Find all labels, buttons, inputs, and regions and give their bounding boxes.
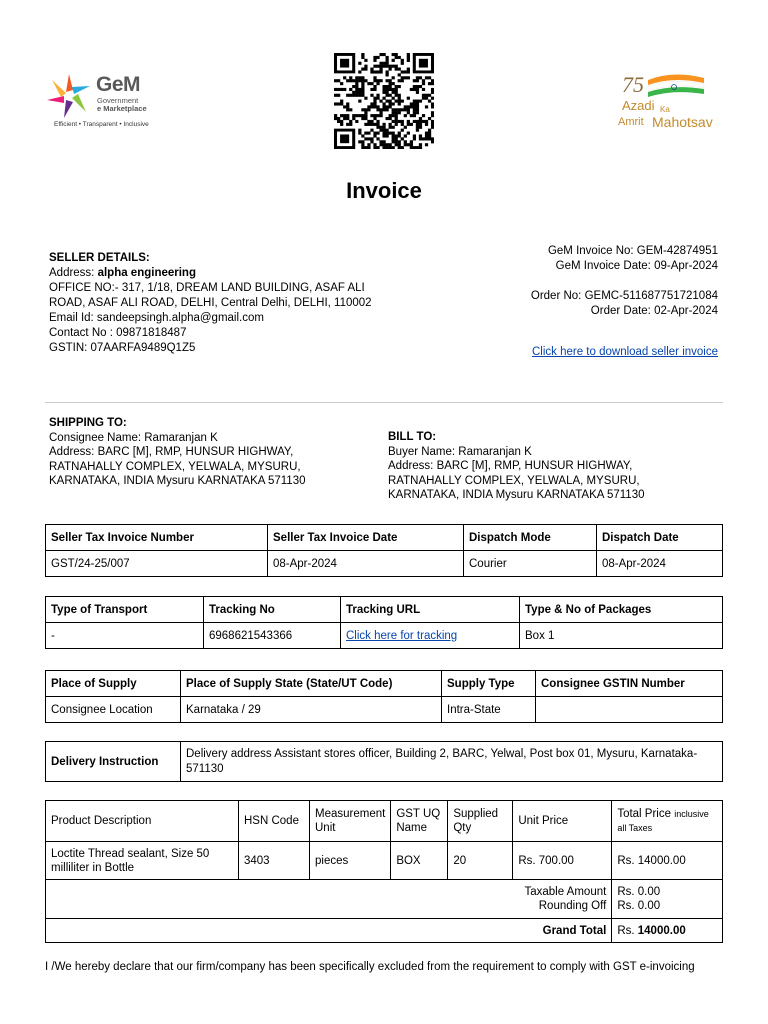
- gst-declaration: I /We hereby declare that our firm/company has been specifically excluded from the requirement to comply with GST e-invoicing: [45, 961, 695, 973]
- buyer-name: Buyer Name: Ramaranjan K: [388, 445, 532, 458]
- dispatch-table: [45, 524, 723, 577]
- gem-logo-sub1: Government: [97, 96, 139, 105]
- table-header: Dispatch Mode: [464, 525, 597, 551]
- seller-heading: SELLER DETAILS:: [49, 252, 150, 264]
- svg-text:Mahotsav: Mahotsav: [652, 114, 713, 130]
- table-header: Place of Supply State (State/UT Code): [181, 671, 442, 697]
- gem-logo-sub2: e Marketplace: [97, 104, 147, 113]
- table-header: Type of Transport: [46, 597, 204, 623]
- table-row: [46, 623, 723, 649]
- divider: [45, 402, 723, 403]
- summary-values: [612, 880, 723, 919]
- gem-invoice-date: GeM Invoice Date: 09-Apr-2024: [555, 260, 718, 272]
- table-cell: 08-Apr-2024: [268, 551, 464, 577]
- total-price: Rs. 14000.00: [612, 842, 723, 880]
- svg-text:Amrit: Amrit: [618, 116, 644, 128]
- table-header: Seller Tax Invoice Date: [268, 525, 464, 551]
- table-header: Unit Price: [513, 801, 612, 842]
- table-cell: GST/24-25/007: [46, 551, 268, 577]
- consignee-name: Consignee Name: Ramaranjan K: [49, 431, 218, 444]
- order-no: Order No: GEMC-511687751721084: [530, 290, 718, 302]
- billing-address: Address: BARC [M], RMP, HUNSUR HIGHWAY, RATNAHALLY COMPLEX, YELWALA, MYSURU, KARNATAKA, INDIA Mysuru KARNATAKA 571130: [388, 460, 645, 501]
- grand-total-value: 14000.00: [637, 924, 686, 937]
- seller-gstin: GSTIN: 07AARFA9489Q1Z5: [49, 342, 196, 354]
- taxable-amount-label: Taxable Amount: [524, 885, 607, 898]
- table-cell: Consignee Location: [46, 697, 181, 723]
- gem-logo-tagline: Efficient • Transparent • Inclusive: [54, 121, 149, 128]
- supply-table: [45, 670, 723, 723]
- seller-email: Email Id: sandeepsingh.alpha@gmail.com: [49, 312, 264, 324]
- gem-star-icon: [44, 72, 94, 120]
- table-header: Seller Tax Invoice Number: [46, 525, 268, 551]
- table-header-row: [46, 801, 723, 842]
- table-row: [46, 919, 723, 943]
- table-header: Tracking No: [204, 597, 341, 623]
- invoice-info: [531, 244, 718, 319]
- table-header-row: [46, 597, 723, 623]
- seller-name: alpha engineering: [97, 267, 196, 279]
- table-cell: Karnataka / 29: [181, 697, 442, 723]
- summary-labels: [46, 880, 612, 919]
- qr-code: [334, 53, 434, 149]
- product-table: [45, 800, 723, 943]
- delivery-instruction-label: Delivery Instruction: [46, 742, 181, 782]
- hsn-code: 3403: [239, 842, 310, 880]
- table-header: Consignee GSTIN Number: [536, 671, 723, 697]
- gem-invoice-no: GeM Invoice No: GEM-42874951: [547, 245, 718, 257]
- seller-address: OFFICE NO:- 317, 1/18, DREAM LAND BUILDING, ASAF ALI ROAD, ASAF ALI ROAD, DELHI, Central Delhi, DELHI, 110002: [49, 282, 372, 309]
- page-title: Invoice: [346, 178, 422, 203]
- table-header: Type & No of Packages: [520, 597, 723, 623]
- table-cell: Box 1: [520, 623, 723, 649]
- seller-address-label: Address:: [49, 267, 98, 279]
- table-header: Supply Type: [442, 671, 536, 697]
- table-row: [46, 842, 723, 880]
- table-row: [46, 551, 723, 577]
- supplied-qty: 20: [448, 842, 513, 880]
- table-row: [46, 880, 723, 919]
- table-header: Dispatch Date: [597, 525, 723, 551]
- download-seller-invoice-link[interactable]: Click here to download seller invoice: [531, 346, 718, 358]
- table-cell: [341, 623, 520, 649]
- transport-table: [45, 596, 723, 649]
- table-header: Measurement Unit: [310, 801, 391, 842]
- gem-logo: [44, 70, 164, 132]
- rounding-off-label: Rounding Off: [538, 899, 607, 912]
- table-header-row: [46, 671, 723, 697]
- table-header: GST UQ Name: [391, 801, 448, 842]
- table-row: [46, 742, 723, 782]
- seller-details: [49, 251, 379, 356]
- table-header: Tracking URL: [341, 597, 520, 623]
- billing-details: [388, 430, 688, 503]
- rounding-off-value: Rs. 0.00: [617, 900, 661, 912]
- order-date: Order Date: 02-Apr-2024: [590, 305, 718, 317]
- grand-total-prefix: Rs.: [617, 924, 638, 937]
- delivery-instruction-table: [45, 741, 723, 782]
- table-header: HSN Code: [239, 801, 310, 842]
- grand-total-cell: [612, 919, 723, 943]
- shipping-heading: SHIPPING TO:: [49, 417, 127, 429]
- table-header: Product Description: [46, 801, 239, 842]
- unit-price: Rs. 700.00: [513, 842, 612, 880]
- table-cell: Intra-State: [442, 697, 536, 723]
- svg-text:Azadi: Azadi: [622, 98, 655, 113]
- seller-address-line: [49, 266, 379, 281]
- grand-total-label: Grand Total: [46, 919, 612, 943]
- gst-uq-name: BOX: [391, 842, 448, 880]
- shipping-address: Address: BARC [M], RMP, HUNSUR HIGHWAY, RATNAHALLY COMPLEX, YELWALA, MYSURU, KARNATAKA, INDIA Mysuru KARNATAKA 571130: [49, 446, 306, 487]
- tracking-link[interactable]: Click here for tracking: [346, 629, 458, 642]
- table-row: [46, 697, 723, 723]
- table-header: Place of Supply: [46, 671, 181, 697]
- shipping-details: [49, 416, 349, 489]
- svg-text:Ka: Ka: [660, 105, 670, 114]
- gem-logo-word: GeM: [96, 73, 141, 96]
- svg-text:75: 75: [622, 72, 644, 97]
- table-header-row: [46, 525, 723, 551]
- table-cell: 08-Apr-2024: [597, 551, 723, 577]
- measurement-unit: pieces: [310, 842, 391, 880]
- table-header: Supplied Qty: [448, 801, 513, 842]
- table-header: [612, 801, 723, 842]
- total-price-note: inclusive all Taxes: [617, 809, 709, 833]
- table-cell: Courier: [464, 551, 597, 577]
- seller-contact: Contact No : 09871818487: [49, 327, 187, 339]
- azadi-ka-amrit-mahotsav-logo: [618, 70, 728, 132]
- taxable-amount-value: Rs. 0.00: [617, 886, 661, 898]
- total-price-header: Total Price: [617, 808, 671, 820]
- billing-heading: BILL TO:: [388, 431, 437, 443]
- table-cell: -: [46, 623, 204, 649]
- tracking-number: 6968621543366: [204, 623, 341, 649]
- table-cell: [536, 697, 723, 723]
- product-description: Loctite Thread sealant, Size 50 milliliter in Bottle: [46, 842, 239, 880]
- delivery-instruction-text: Delivery address Assistant stores officer, Building 2, BARC, Yelwal, Post box 01, Mysuru, Karnataka-571130: [181, 742, 723, 782]
